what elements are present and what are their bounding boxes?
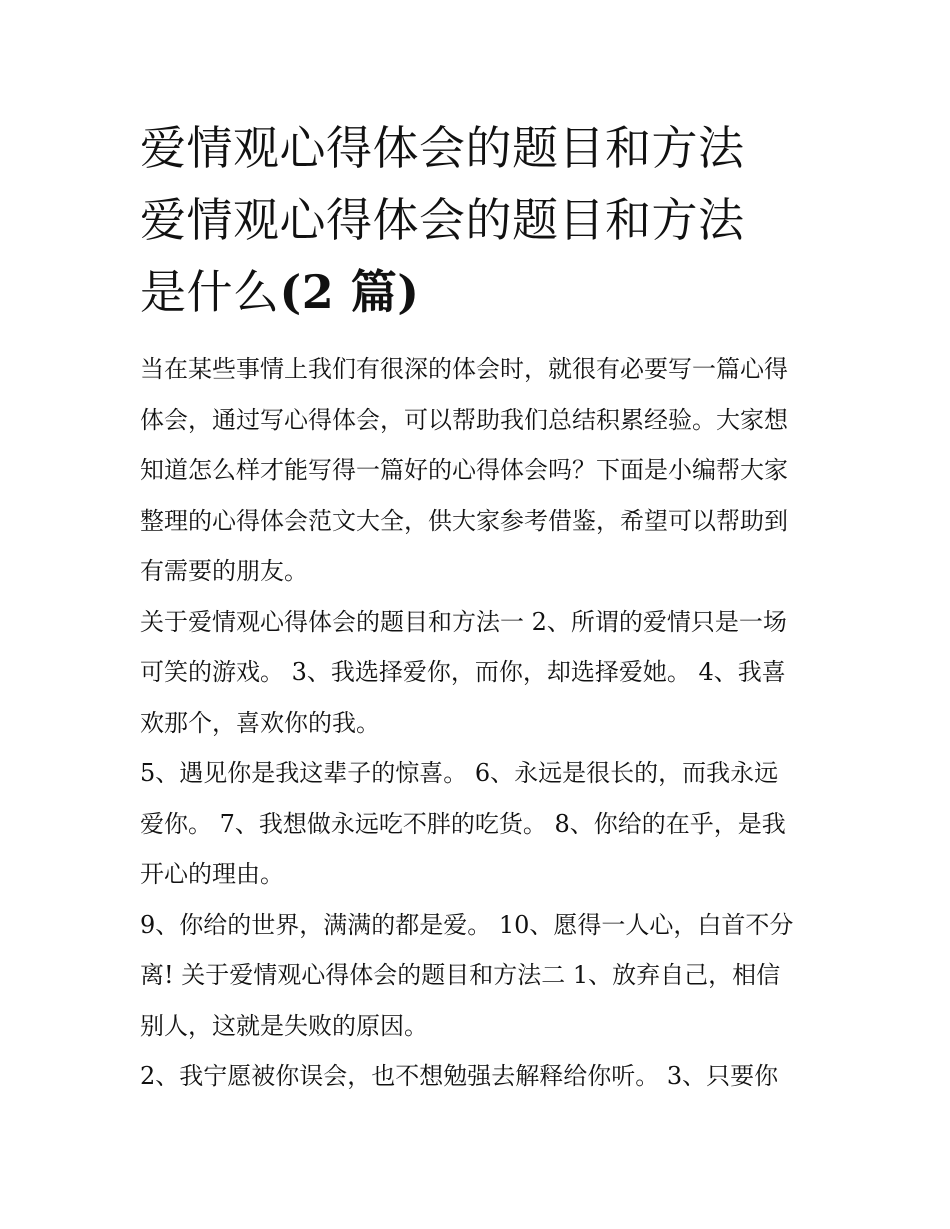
text-line: 5、遇见你是我这辈子的惊喜。 6、永远是很长的，而我永远 bbox=[140, 759, 779, 787]
title-text: 是什么 bbox=[140, 265, 280, 319]
paragraph bbox=[140, 748, 815, 900]
paragraph bbox=[140, 900, 815, 1052]
paragraph bbox=[140, 597, 815, 749]
text-line: 9、你给的世界，满满的都是爱。 10、愿得一人心，白首不分 bbox=[140, 910, 794, 939]
text-line: 欢那个，喜欢你的我。 bbox=[140, 708, 380, 737]
text-line: 可笑的游戏。 3、我选择爱你，而你，却选择爱她。 4、我喜 bbox=[140, 658, 786, 686]
paragraph bbox=[140, 1051, 815, 1102]
text-line: 整理的心得体会范文大全，供大家参考借鉴，希望可以帮助到 bbox=[140, 506, 788, 535]
text-line: 关于爱情观心得体会的题目和方法一 2、所谓的爱情只是一场 bbox=[140, 607, 787, 636]
text-line: 2、我宁愿被你误会，也不想勉强去解释给你听。 3、只要你 bbox=[140, 1062, 779, 1090]
document-title bbox=[140, 112, 815, 328]
document-body bbox=[140, 344, 815, 1102]
document-page bbox=[140, 112, 815, 1102]
text-line: 别人，这就是失败的原因。 bbox=[140, 1011, 428, 1040]
title-line: 爱情观心得体会的题目和方法 bbox=[140, 121, 745, 175]
text-line: 体会，通过写心得体会，可以帮助我们总结积累经验。大家想 bbox=[140, 405, 788, 434]
text-line: 爱你。 7、我想做永远吃不胖的吃货。 8、你给的在乎，是我 bbox=[140, 809, 786, 838]
title-count: (2 篇) bbox=[279, 265, 420, 319]
paragraph bbox=[140, 344, 815, 597]
title-line: 爱情观心得体会的题目和方法 bbox=[140, 193, 745, 247]
text-line: 知道怎么样才能写得一篇好的心得体会吗？下面是小编帮大家 bbox=[140, 456, 788, 484]
title-line bbox=[140, 256, 815, 328]
text-line: 离! 关于爱情观心得体会的题目和方法二 1、放弃自己，相信 bbox=[140, 961, 781, 989]
text-line: 开心的理由。 bbox=[140, 860, 284, 888]
text-line: 当在某些事情上我们有很深的体会时，就很有必要写一篇心得 bbox=[140, 355, 788, 383]
text-line: 有需要的朋友。 bbox=[140, 557, 308, 585]
